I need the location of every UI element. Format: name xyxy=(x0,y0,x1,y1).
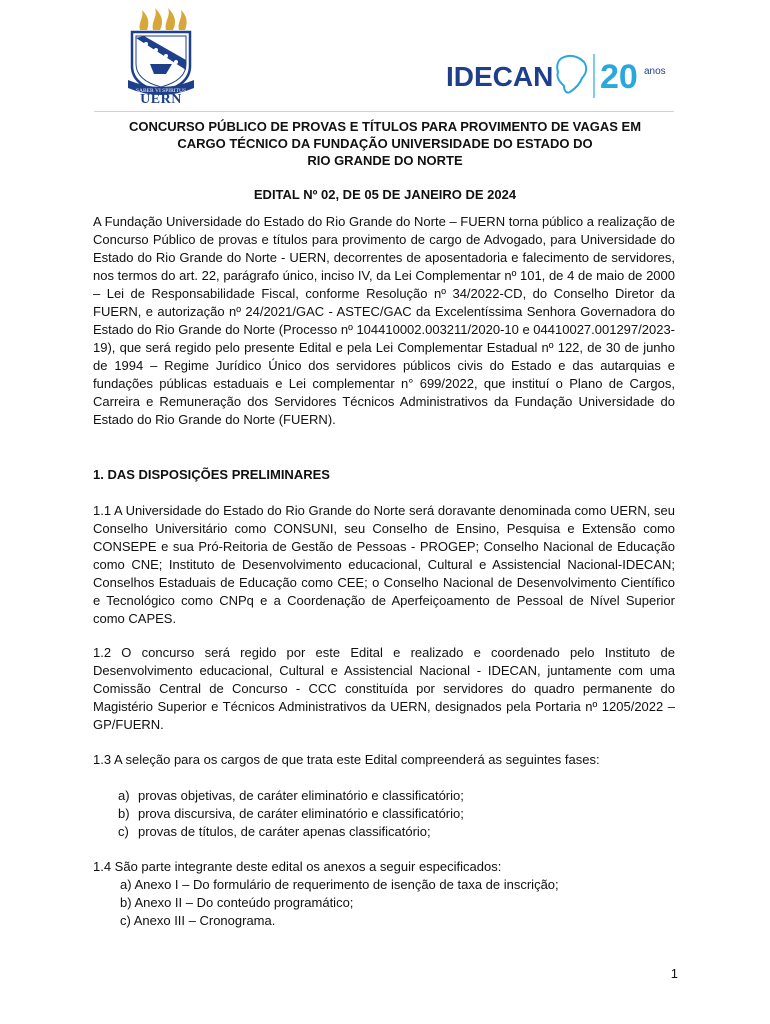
list-marker: a) xyxy=(118,788,130,803)
brazil-map-icon xyxy=(557,56,586,93)
list-item: b) Anexo II – Do conteúdo programático; xyxy=(120,895,354,910)
edital-heading: EDITAL Nº 02, DE 05 DE JANEIRO DE 2024 xyxy=(253,187,517,202)
idecan-label: IDECAN xyxy=(446,61,554,92)
list-text: prova discursiva, de caráter eliminatório e classificatório; xyxy=(138,806,464,821)
list-item xyxy=(118,805,678,823)
list-item xyxy=(118,787,678,805)
uern-motto: SABER VI SPIRITUS xyxy=(135,88,187,94)
title-line: CARGO TÉCNICO DA FUNDAÇÃO UNIVERSIDADE DO ESTADO DO xyxy=(177,136,593,151)
anniversary-word: anos xyxy=(644,66,666,77)
list-text: provas de títulos, de caráter apenas classificatório; xyxy=(138,824,431,839)
title-line: RIO GRANDE DO NORTE xyxy=(307,153,463,168)
anniversary-number: 20 xyxy=(600,58,638,96)
list-marker: b) xyxy=(118,806,130,821)
paragraph-1-2: 1.2 O concurso será regido por este Edital e realizado e coordenado pelo Instituto de Desenvolvimento educacional, Cultural e Assistencial Nacional - IDECAN, juntamente com uma Comissão Central de Concurso - CCC constituída por servidores do quadro permanente do Magistério Superior e Técnicos Administrativos da UERN, designados pela Portaria nº 1205/2022 – GP/FUERN. xyxy=(93,645,675,732)
document-title xyxy=(80,118,690,169)
intro-paragraph: A Fundação Universidade do Estado do Rio Grande do Norte – FUERN torna público a realização de Concurso Público de provas e títulos para provimento de cargo de Advogado, para Universidade do Estado do Rio Grande do Norte - UERN, decorrentes de aposentadoria e falecimento de servidores, nos termos do art. 22, parágrafo único, inciso IV, da Lei Complementar nº 101, de 4 de maio de 2000 – Lei de Responsabilidade Fiscal, conforme Resolução nº 34/2022-CD, do Conselho Diretor da FUERN, e autorização nº 24/2021/GAC - ASTEC/GAC da Excelentíssima Senhora Governadora do Estado do Rio Grande do Norte (Processo nº 104410002.003211/2020-10 e 04410027.001297/2023-19), que será regido pelo presente Edital e pela Lei Complementar Estadual nº 122, de 30 de junho de 1994 – Regime Jurídico Único dos servidores públicos civis do Estado e das autarquias e fundações públicas estaduais e Lei complementar n° 699/2022, que instituí o Plano de Cargos, Carreira e Remuneração dos Servidores Técnicos Administrativos da Fundação Universidade do Estado do Rio Grande do Norte (FUERN). xyxy=(93,214,676,427)
list-text: provas objetivas, de caráter eliminatório e classificatório; xyxy=(138,788,464,803)
paragraph-1-3: 1.3 A seleção para os cargos de que trata este Edital compreenderá as seguintes fases: xyxy=(93,752,600,767)
phases-list xyxy=(118,787,678,841)
page-header xyxy=(0,0,770,112)
page-number: 1 xyxy=(670,966,678,981)
paragraph-1-1: 1.1 A Universidade do Estado do Rio Grande do Norte será doravante denominada como UERN, seu Conselho Universitário como CONSUNI, seu Conselho de Ensino, Pesquisa e Extensão como CONSEPE e sua Pró-Reitoria de Gestão de Pessoas - PROGEP; Conselho Nacional de Educação como CNE; Instituto de Desenvolvimento educacional, Cultural e Assistencial Nacional-IDECAN; Conselhos Estaduais de Educação como CEE; o Conselho Nacional de Desenvolvimento Científico e Tecnológico como CNPq e a Coordenação de Aperfeiçoamento de Pessoal de Nível Superior como CAPES. xyxy=(93,503,675,626)
uern-label: UERN xyxy=(140,92,182,107)
list-item xyxy=(118,823,678,841)
header-divider xyxy=(94,111,674,112)
section-heading: 1. DAS DISPOSIÇÕES PRELIMINARES xyxy=(93,467,330,482)
annexes-list xyxy=(120,876,680,930)
title-line: CONCURSO PÚBLICO DE PROVAS E TÍTULOS PARA PROVIMENTO DE VAGAS EM xyxy=(128,119,642,134)
list-item: c) Anexo III – Cronograma. xyxy=(120,913,276,928)
list-item: a) Anexo I – Do formulário de requerimento de isenção de taxa de inscrição; xyxy=(120,877,559,892)
paragraph-1-4: 1.4 São parte integrante deste edital os anexos a seguir especificados: xyxy=(93,859,502,874)
list-marker: c) xyxy=(118,824,129,839)
idecan-logo xyxy=(446,48,686,104)
